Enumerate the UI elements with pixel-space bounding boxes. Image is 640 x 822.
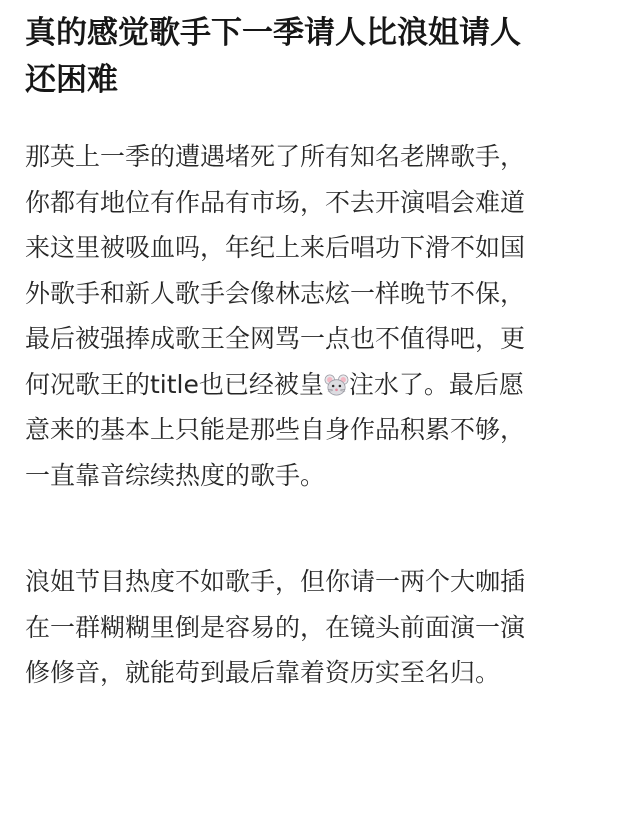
text-line: 最后被强捧成歌王全网骂一点也不值得吧，更 [25,324,526,353]
body-paragraph [25,134,625,498]
title-line: 真的感觉歌手下一季请人比浪姐请人 [25,15,521,51]
text-line: 浪姐节目热度不如歌手，但你请一两个大咖插 [25,567,526,596]
text-segment: 何况歌王的title也已经被皇 [25,369,324,399]
text-line: 修修音，就能苟到最后靠着资历实至名归。 [25,658,501,687]
text-line: 外歌手和新人歌手会像林志炫一样晚节不保， [25,278,526,308]
text-line: 在一群糊糊里倒是容易的，在镜头前面演一演 [25,612,526,642]
title-line: 还困难 [25,62,118,98]
text-line: 来这里被吸血吗，年纪上来后唱功下滑不如国 [25,233,526,262]
text-line: 意来的基本上只能是那些自身作品积累不够， [25,415,526,444]
post-title [25,10,625,104]
text-line: 一直靠音综续热度的歌手。 [25,460,326,490]
text-line: 你都有地位有作品有市场，不去开演唱会难道 [25,187,526,217]
post-article [25,10,625,696]
body-paragraph [25,559,625,696]
text-line: 那英上一季的遭遇堵死了所有知名老牌歌手， [25,142,526,171]
text-line-with-emoji [25,362,625,408]
text-segment: 注水了。最后愿 [348,369,524,399]
mouse-face-icon [324,366,349,391]
